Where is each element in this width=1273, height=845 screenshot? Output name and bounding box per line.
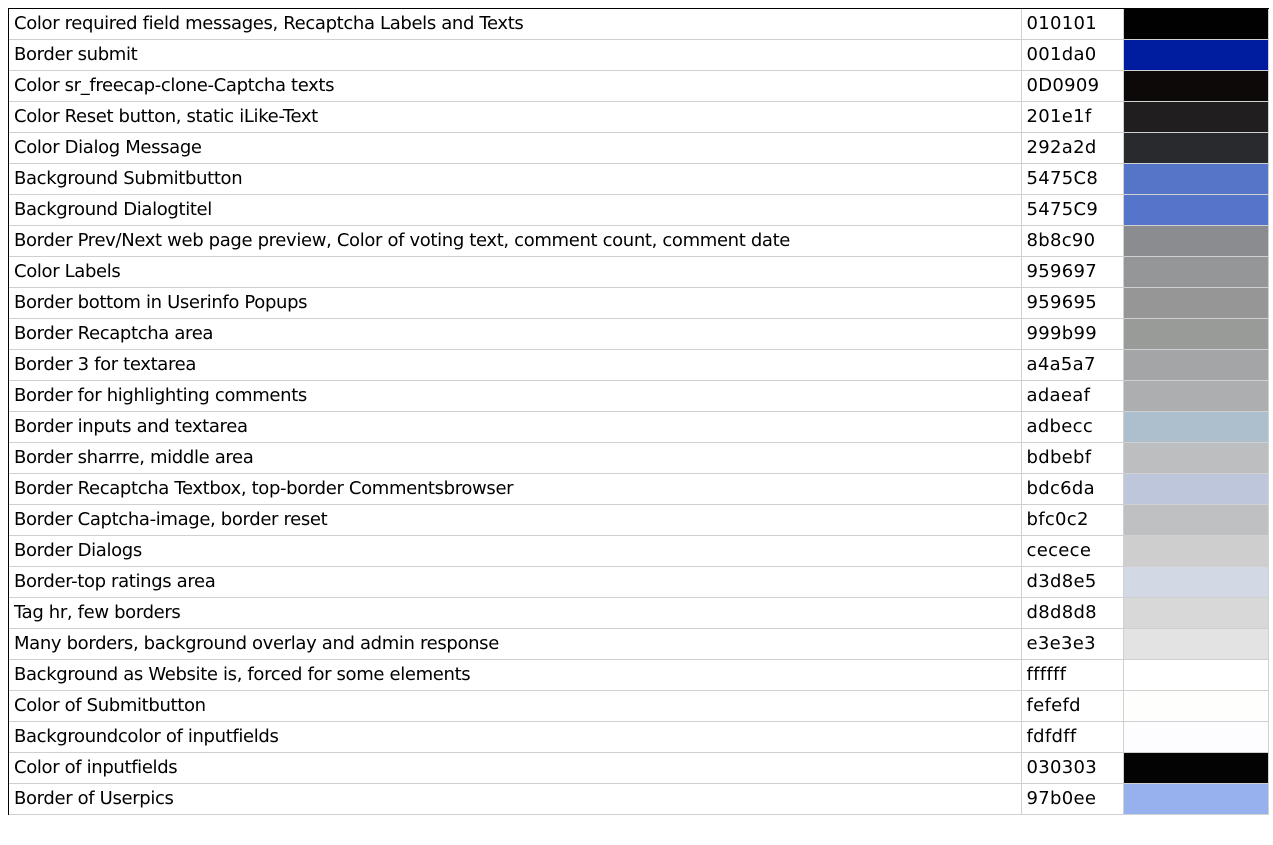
color-swatch-cell[interactable] <box>1123 226 1268 257</box>
hex-code-cell[interactable]: 010101 <box>1021 9 1123 40</box>
color-usage-cell[interactable]: Backgroundcolor of inputfields <box>9 722 1021 753</box>
hex-code-cell[interactable]: 97b0ee <box>1021 784 1123 815</box>
hex-code-cell[interactable]: 8b8c90 <box>1021 226 1123 257</box>
table-row[interactable] <box>9 474 1268 505</box>
color-swatch-cell[interactable] <box>1123 505 1268 536</box>
table-row[interactable] <box>9 381 1268 412</box>
hex-code-cell[interactable]: e3e3e3 <box>1021 629 1123 660</box>
color-usage-cell[interactable]: Color Labels <box>9 257 1021 288</box>
color-usage-cell[interactable]: Background Submitbutton <box>9 164 1021 195</box>
hex-code-cell[interactable]: 959695 <box>1021 288 1123 319</box>
color-swatch-cell[interactable] <box>1123 133 1268 164</box>
color-swatch-cell[interactable] <box>1123 567 1268 598</box>
table-row[interactable] <box>9 505 1268 536</box>
color-usage-cell[interactable]: Border-top ratings area <box>9 567 1021 598</box>
table-row[interactable] <box>9 40 1268 71</box>
hex-code-cell[interactable]: 201e1f <box>1021 102 1123 133</box>
color-swatch-cell[interactable] <box>1123 102 1268 133</box>
color-swatch-cell[interactable] <box>1123 660 1268 691</box>
color-usage-cell[interactable]: Border Prev/Next web page preview, Color of voting text, comment count, comment date <box>9 226 1021 257</box>
table-row[interactable] <box>9 753 1268 784</box>
color-usage-cell[interactable]: Color Dialog Message <box>9 133 1021 164</box>
color-usage-cell[interactable]: Color Reset button, static iLike-Text <box>9 102 1021 133</box>
hex-code-cell[interactable]: 001da0 <box>1021 40 1123 71</box>
color-swatch-cell[interactable] <box>1123 9 1268 40</box>
color-usage-cell[interactable]: Background Dialogtitel <box>9 195 1021 226</box>
color-usage-cell[interactable]: Border 3 for textarea <box>9 350 1021 381</box>
table-row[interactable] <box>9 784 1268 815</box>
color-usage-cell[interactable]: Border Captcha-image, border reset <box>9 505 1021 536</box>
color-swatch-cell[interactable] <box>1123 319 1268 350</box>
color-swatch-cell[interactable] <box>1123 40 1268 71</box>
hex-code-cell[interactable]: 5475C9 <box>1021 195 1123 226</box>
hex-code-cell[interactable]: d8d8d8 <box>1021 598 1123 629</box>
color-swatch-cell[interactable] <box>1123 536 1268 567</box>
color-usage-cell[interactable]: Border Recaptcha Textbox, top-border Commentsbrowser <box>9 474 1021 505</box>
table-row[interactable] <box>9 226 1268 257</box>
color-swatch-cell[interactable] <box>1123 195 1268 226</box>
color-usage-cell[interactable]: Border submit <box>9 40 1021 71</box>
color-usage-cell[interactable]: Color of inputfields <box>9 753 1021 784</box>
color-usage-cell[interactable]: Color required field messages, Recaptcha Labels and Texts <box>9 9 1021 40</box>
hex-code-cell[interactable]: 030303 <box>1021 753 1123 784</box>
table-row[interactable] <box>9 133 1268 164</box>
table-row[interactable] <box>9 9 1268 40</box>
table-row[interactable] <box>9 288 1268 319</box>
color-swatch-cell[interactable] <box>1123 629 1268 660</box>
color-table-body <box>9 9 1268 815</box>
table-row[interactable] <box>9 350 1268 381</box>
color-swatch-cell[interactable] <box>1123 443 1268 474</box>
color-swatch-cell[interactable] <box>1123 598 1268 629</box>
color-swatch-cell[interactable] <box>1123 71 1268 102</box>
hex-code-cell[interactable]: d3d8e5 <box>1021 567 1123 598</box>
table-row[interactable] <box>9 71 1268 102</box>
hex-code-cell[interactable]: fefefd <box>1021 691 1123 722</box>
color-swatch-cell[interactable] <box>1123 288 1268 319</box>
hex-code-cell[interactable]: bdbebf <box>1021 443 1123 474</box>
color-usage-cell[interactable]: Color of Submitbutton <box>9 691 1021 722</box>
color-swatch-cell[interactable] <box>1123 350 1268 381</box>
table-row[interactable] <box>9 598 1268 629</box>
color-swatch-cell[interactable] <box>1123 784 1268 815</box>
hex-code-cell[interactable]: bfc0c2 <box>1021 505 1123 536</box>
color-usage-cell[interactable]: Color sr_freecap-clone-Captcha texts <box>9 71 1021 102</box>
hex-code-cell[interactable]: adaeaf <box>1021 381 1123 412</box>
table-row[interactable] <box>9 691 1268 722</box>
table-row[interactable] <box>9 660 1268 691</box>
color-table-sheet <box>8 8 1269 815</box>
color-usage-cell[interactable]: Border Recaptcha area <box>9 319 1021 350</box>
table-row[interactable] <box>9 629 1268 660</box>
color-usage-cell[interactable]: Border inputs and textarea <box>9 412 1021 443</box>
color-swatch-cell[interactable] <box>1123 164 1268 195</box>
color-swatch-cell[interactable] <box>1123 691 1268 722</box>
color-table <box>9 9 1269 815</box>
color-usage-cell[interactable]: Border Dialogs <box>9 536 1021 567</box>
color-swatch-cell[interactable] <box>1123 412 1268 443</box>
table-row[interactable] <box>9 567 1268 598</box>
table-row[interactable] <box>9 536 1268 567</box>
hex-code-cell[interactable]: 5475C8 <box>1021 164 1123 195</box>
color-swatch-cell[interactable] <box>1123 381 1268 412</box>
table-row[interactable] <box>9 164 1268 195</box>
hex-code-cell[interactable]: 292a2d <box>1021 133 1123 164</box>
hex-code-cell[interactable]: bdc6da <box>1021 474 1123 505</box>
color-usage-cell[interactable]: Border of Userpics <box>9 784 1021 815</box>
color-swatch-cell[interactable] <box>1123 257 1268 288</box>
hex-code-cell[interactable]: cecece <box>1021 536 1123 567</box>
color-swatch-cell[interactable] <box>1123 753 1268 784</box>
table-row[interactable] <box>9 443 1268 474</box>
hex-code-cell[interactable]: adbecc <box>1021 412 1123 443</box>
color-usage-cell[interactable]: Border for highlighting comments <box>9 381 1021 412</box>
table-row[interactable] <box>9 319 1268 350</box>
color-usage-cell[interactable]: Border bottom in Userinfo Popups <box>9 288 1021 319</box>
hex-code-cell[interactable]: 0D0909 <box>1021 71 1123 102</box>
hex-code-cell[interactable]: 959697 <box>1021 257 1123 288</box>
table-row[interactable] <box>9 102 1268 133</box>
table-row[interactable] <box>9 412 1268 443</box>
table-row[interactable] <box>9 722 1268 753</box>
hex-code-cell[interactable]: 999b99 <box>1021 319 1123 350</box>
table-row[interactable] <box>9 195 1268 226</box>
color-usage-cell[interactable]: Tag hr, few borders <box>9 598 1021 629</box>
color-swatch-cell[interactable] <box>1123 722 1268 753</box>
color-swatch-cell[interactable] <box>1123 474 1268 505</box>
hex-code-cell[interactable]: ffffff <box>1021 660 1123 691</box>
table-row[interactable] <box>9 257 1268 288</box>
hex-code-cell[interactable]: a4a5a7 <box>1021 350 1123 381</box>
color-usage-cell[interactable]: Border sharrre, middle area <box>9 443 1021 474</box>
hex-code-cell[interactable]: fdfdff <box>1021 722 1123 753</box>
color-usage-cell[interactable]: Background as Website is, forced for some elements <box>9 660 1021 691</box>
color-usage-cell[interactable]: Many borders, background overlay and admin response <box>9 629 1021 660</box>
